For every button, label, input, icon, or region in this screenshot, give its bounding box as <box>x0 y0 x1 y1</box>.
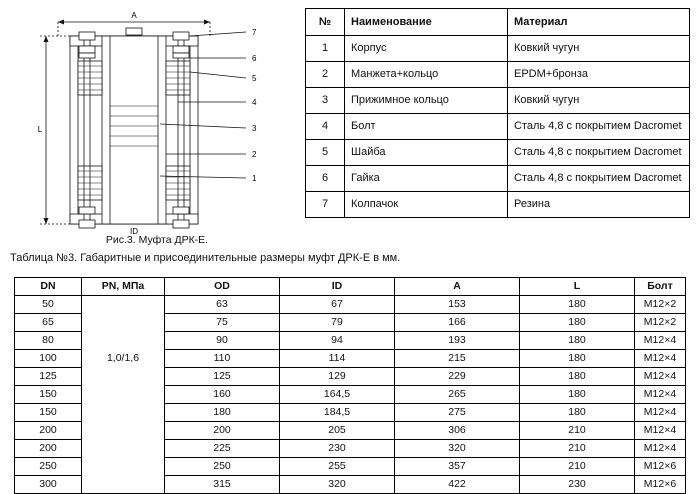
dims-l: 180 <box>520 368 635 386</box>
dims-dn: 200 <box>15 422 82 440</box>
dimensions-table <box>14 277 686 494</box>
dims-bolt: M12×4 <box>635 350 686 368</box>
parts-table <box>305 8 690 218</box>
dims-pn-cell <box>82 422 165 440</box>
dims-header-bolt: Болт <box>635 278 686 296</box>
table-row <box>15 314 686 332</box>
parts-header-material: Материал <box>508 9 690 36</box>
dims-od: 110 <box>165 350 280 368</box>
dims-a: 229 <box>395 368 520 386</box>
dims-pn-cell <box>82 404 165 422</box>
dims-od: 125 <box>165 368 280 386</box>
dims-dn: 150 <box>15 386 82 404</box>
dims-bolt: M12×4 <box>635 332 686 350</box>
dims-header-pn: PN, МПа <box>82 278 165 296</box>
dims-id: 114 <box>280 350 395 368</box>
table-row <box>15 350 686 368</box>
dims-l: 180 <box>520 296 635 314</box>
dims-pn-value: 1,0/1,6 <box>82 350 165 368</box>
table-row <box>15 440 686 458</box>
dims-id: 129 <box>280 368 395 386</box>
dims-bolt: M12×2 <box>635 314 686 332</box>
dims-dn: 125 <box>15 368 82 386</box>
dims-id: 255 <box>280 458 395 476</box>
callout-4: 4 <box>252 98 257 107</box>
table-row <box>15 332 686 350</box>
dims-bolt: M12×6 <box>635 476 686 494</box>
dim-label-id: ID <box>130 227 138 234</box>
part-name: Корпус <box>345 36 508 62</box>
dims-l: 180 <box>520 350 635 368</box>
dims-a: 357 <box>395 458 520 476</box>
dim-label-l: L <box>37 125 43 134</box>
dims-l: 210 <box>520 422 635 440</box>
table-row <box>15 296 686 314</box>
dims-a: 306 <box>395 422 520 440</box>
callout-5: 5 <box>252 74 257 83</box>
dims-id: 320 <box>280 476 395 494</box>
dims-od: 90 <box>165 332 280 350</box>
dim-label-a: A <box>131 11 137 20</box>
dims-id: 184,5 <box>280 404 395 422</box>
part-material: Сталь 4,8 с покрытием Dacromet <box>508 166 690 192</box>
dims-pn-cell <box>82 386 165 404</box>
dims-bolt: M12×4 <box>635 440 686 458</box>
part-material: Сталь 4,8 с покрытием Dacromet <box>508 114 690 140</box>
dims-pn-cell <box>82 368 165 386</box>
part-material: Резина <box>508 192 690 218</box>
dims-table-caption: Таблица №3. Габаритные и присоединительные размеры муфт ДРК-Е в мм. <box>10 252 401 264</box>
dims-l: 180 <box>520 332 635 350</box>
dims-od: 63 <box>165 296 280 314</box>
dims-bolt: M12×4 <box>635 386 686 404</box>
part-name: Шайба <box>345 140 508 166</box>
dims-od: 250 <box>165 458 280 476</box>
dims-bolt: M12×2 <box>635 296 686 314</box>
dims-pn-cell <box>82 314 165 332</box>
dims-od: 75 <box>165 314 280 332</box>
dims-id: 164,5 <box>280 386 395 404</box>
part-num: 3 <box>306 88 345 114</box>
part-name: Колпачок <box>345 192 508 218</box>
part-name: Гайка <box>345 166 508 192</box>
callout-6: 6 <box>252 54 257 63</box>
part-num: 1 <box>306 36 345 62</box>
dims-bolt: M12×4 <box>635 368 686 386</box>
dims-header-l: L <box>520 278 635 296</box>
dims-pn-cell <box>82 458 165 476</box>
dims-id: 79 <box>280 314 395 332</box>
dims-dn: 65 <box>15 314 82 332</box>
dims-bolt: M12×4 <box>635 422 686 440</box>
callout-3: 3 <box>252 124 257 133</box>
callout-1: 1 <box>252 174 257 183</box>
part-name: Болт <box>345 114 508 140</box>
table-row <box>306 114 690 140</box>
dims-dn: 100 <box>15 350 82 368</box>
dims-header-id: ID <box>280 278 395 296</box>
dims-dn: 80 <box>15 332 82 350</box>
part-material: EPDM+бронза <box>508 62 690 88</box>
dims-pn-cell <box>82 332 165 350</box>
figure-caption: Рис.3. Муфта ДРК-Е. <box>105 234 209 246</box>
dims-id: 67 <box>280 296 395 314</box>
dims-dn: 50 <box>15 296 82 314</box>
part-num: 7 <box>306 192 345 218</box>
dims-dn: 300 <box>15 476 82 494</box>
coupling-drawing <box>10 6 300 234</box>
dims-od: 225 <box>165 440 280 458</box>
part-num: 4 <box>306 114 345 140</box>
dims-l: 210 <box>520 440 635 458</box>
table-row <box>306 140 690 166</box>
table-row <box>15 368 686 386</box>
callout-2: 2 <box>252 150 257 159</box>
dims-id: 205 <box>280 422 395 440</box>
callout-7: 7 <box>252 28 257 37</box>
dims-od: 200 <box>165 422 280 440</box>
dims-a: 166 <box>395 314 520 332</box>
dims-bolt: M12×4 <box>635 404 686 422</box>
dims-id: 230 <box>280 440 395 458</box>
dims-l: 230 <box>520 476 635 494</box>
table-row <box>306 62 690 88</box>
dims-dn: 250 <box>15 458 82 476</box>
dims-bolt: M12×6 <box>635 458 686 476</box>
dims-pn-cell <box>82 476 165 494</box>
dims-od: 180 <box>165 404 280 422</box>
dims-header-row <box>15 278 686 296</box>
dims-a: 275 <box>395 404 520 422</box>
part-name: Прижимное кольцо <box>345 88 508 114</box>
parts-header-num: № <box>306 9 345 36</box>
dims-a: 422 <box>395 476 520 494</box>
dims-l: 180 <box>520 386 635 404</box>
part-num: 5 <box>306 140 345 166</box>
dims-pn-cell <box>82 440 165 458</box>
part-num: 2 <box>306 62 345 88</box>
table-row <box>306 36 690 62</box>
dims-dn: 200 <box>15 440 82 458</box>
table-row <box>15 386 686 404</box>
dims-header-dn: DN <box>15 278 82 296</box>
dims-a: 193 <box>395 332 520 350</box>
parts-header-name: Наименование <box>345 9 508 36</box>
dims-a: 265 <box>395 386 520 404</box>
dims-header-a: A <box>395 278 520 296</box>
dims-a: 320 <box>395 440 520 458</box>
part-material: Ковкий чугун <box>508 36 690 62</box>
part-num: 6 <box>306 166 345 192</box>
part-name: Манжета+кольцо <box>345 62 508 88</box>
drawing-svg <box>10 6 300 234</box>
dims-od: 160 <box>165 386 280 404</box>
dims-od: 315 <box>165 476 280 494</box>
dims-l: 180 <box>520 314 635 332</box>
dims-pn-cell <box>82 296 165 314</box>
part-material: Ковкий чугун <box>508 88 690 114</box>
table-row <box>306 192 690 218</box>
dims-header-od: OD <box>165 278 280 296</box>
table-row <box>306 166 690 192</box>
dims-a: 215 <box>395 350 520 368</box>
dims-id: 94 <box>280 332 395 350</box>
dims-l: 210 <box>520 458 635 476</box>
dims-l: 180 <box>520 404 635 422</box>
table-row <box>306 88 690 114</box>
table-row <box>15 404 686 422</box>
table-row <box>15 422 686 440</box>
parts-table-header-row <box>306 9 690 36</box>
table-row <box>15 458 686 476</box>
part-material: Сталь 4,8 с покрытием Dacromet <box>508 140 690 166</box>
dims-a: 153 <box>395 296 520 314</box>
table-row <box>15 476 686 494</box>
dims-dn: 150 <box>15 404 82 422</box>
